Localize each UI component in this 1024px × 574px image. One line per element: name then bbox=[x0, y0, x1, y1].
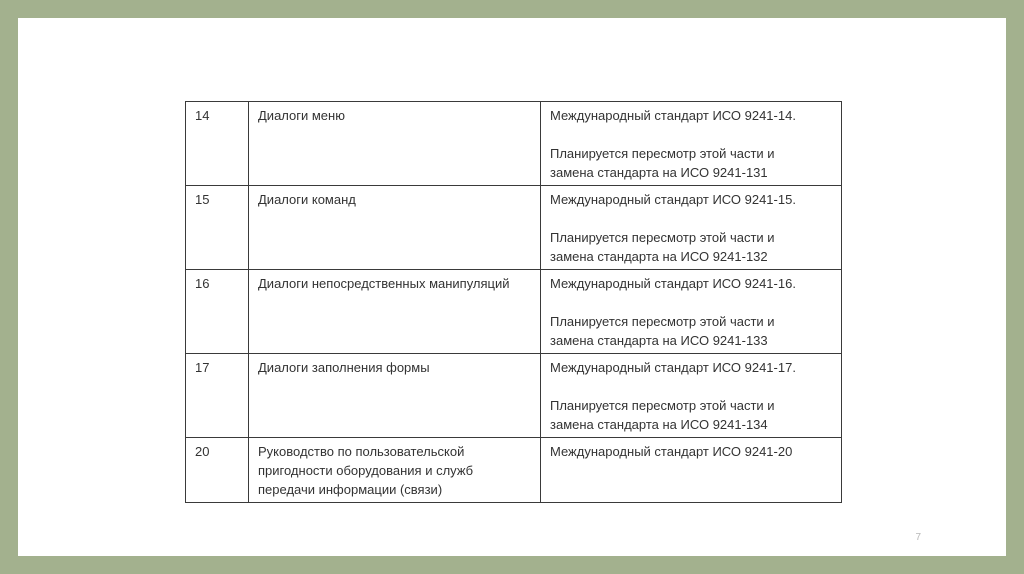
row-number: 16 bbox=[186, 270, 249, 354]
row-status bbox=[541, 354, 842, 438]
row-title: Диалоги заполнения формы bbox=[249, 354, 541, 438]
row-number: 15 bbox=[186, 186, 249, 270]
row-number: 17 bbox=[186, 354, 249, 438]
status-text: Международный стандарт ИСО 9241-14. bbox=[550, 108, 796, 123]
page-number: 7 bbox=[915, 532, 921, 543]
row-title: Диалоги непосредственных манипуляций bbox=[249, 270, 541, 354]
title-line: пригодности оборудования и служб bbox=[258, 463, 474, 478]
row-title: Диалоги команд bbox=[249, 186, 541, 270]
status-text: Международный стандарт ИСО 9241-16. bbox=[550, 276, 796, 291]
standards-table bbox=[185, 101, 842, 503]
title-line: передачи информации (связи) bbox=[258, 482, 443, 497]
plan-text: Планируется пересмотр этой части и bbox=[550, 146, 775, 161]
row-number: 20 bbox=[186, 438, 249, 503]
status-text: Международный стандарт ИСО 9241-20 bbox=[550, 444, 793, 459]
status-text: Международный стандарт ИСО 9241-17. bbox=[550, 360, 796, 375]
slide bbox=[18, 18, 1006, 556]
table-row bbox=[186, 102, 842, 186]
row-title bbox=[249, 438, 541, 503]
row-status bbox=[541, 186, 842, 270]
plan-text: замена стандарта на ИСО 9241-131 bbox=[550, 165, 768, 180]
plan-text: Планируется пересмотр этой части и bbox=[550, 314, 775, 329]
plan-text: замена стандарта на ИСО 9241-133 bbox=[550, 333, 768, 348]
plan-text: замена стандарта на ИСО 9241-132 bbox=[550, 249, 768, 264]
table-row bbox=[186, 438, 842, 503]
plan-text: замена стандарта на ИСО 9241-134 bbox=[550, 417, 768, 432]
title-line: Руководство по пользовательской bbox=[258, 444, 465, 459]
row-status bbox=[541, 438, 842, 503]
plan-text: Планируется пересмотр этой части и bbox=[550, 398, 775, 413]
row-status bbox=[541, 270, 842, 354]
table-row bbox=[186, 270, 842, 354]
table-row bbox=[186, 186, 842, 270]
row-title: Диалоги меню bbox=[249, 102, 541, 186]
row-number: 14 bbox=[186, 102, 249, 186]
status-text: Международный стандарт ИСО 9241-15. bbox=[550, 192, 796, 207]
row-status bbox=[541, 102, 842, 186]
plan-text: Планируется пересмотр этой части и bbox=[550, 230, 775, 245]
table-row bbox=[186, 354, 842, 438]
